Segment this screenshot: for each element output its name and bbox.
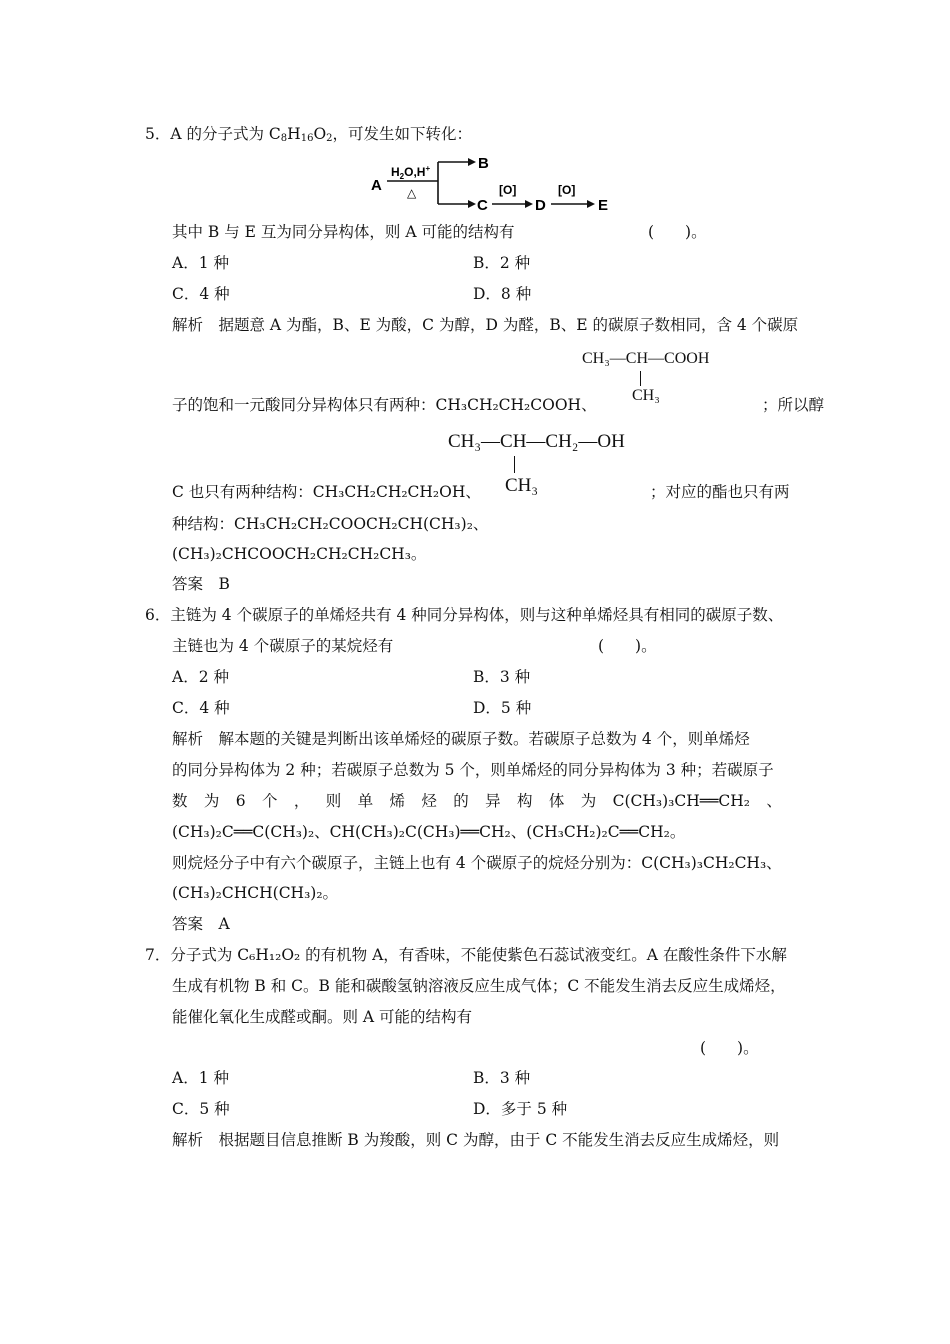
scheme-reagent: $H_2O,H^+$ bbox=[391, 164, 431, 181]
q5-option-d: D．8 种 bbox=[473, 285, 532, 303]
q5-reaction-scheme bbox=[365, 152, 625, 212]
q7-option-a: A．1 种 bbox=[172, 1069, 229, 1087]
scheme-A: A bbox=[371, 177, 382, 194]
scheme-D: D bbox=[535, 197, 546, 212]
q5-structure-1-top: CH₃—CH—COOH bbox=[582, 350, 710, 367]
q7-option-d: D．多于 5 种 bbox=[473, 1100, 568, 1118]
q6-option-a: A．2 种 bbox=[172, 668, 229, 686]
q6-option-d: D．5 种 bbox=[473, 699, 532, 717]
q5-stem: 5．A 的分子式为 $C_8H_{16}O_2$，可发生如下转化： bbox=[145, 125, 473, 144]
q7-blank: ( )。 bbox=[700, 1039, 759, 1057]
q6-analysis-line5: 则烷烃分子中有六个碳原子，主链上也有 4 个碳原子的烷烃分别为：C(CH₃)₃CH₂CH₃、 bbox=[172, 854, 782, 872]
q7-analysis-line1: 解析 根据题目信息推断 B 为羧酸，则 C 为醇，由于 C 不能发生消去反应生成烯烃，则 bbox=[172, 1131, 780, 1149]
q5-structure-1-bond bbox=[640, 371, 641, 386]
q5-option-a: A．1 种 bbox=[172, 254, 229, 272]
scheme-ox2: [O] bbox=[558, 183, 576, 197]
q6-answer: 答案 A bbox=[172, 915, 230, 933]
q5-number: 5． bbox=[145, 125, 171, 143]
scheme-C: C bbox=[477, 197, 488, 212]
q6-stem-line2: 主链也为 4 个碳原子的某烷烃有 bbox=[172, 637, 394, 655]
q5-analysis-line3-end: ；对应的酯也只有两 bbox=[650, 483, 790, 501]
q7-option-c: C．5 种 bbox=[172, 1100, 230, 1118]
q6-number: 6． bbox=[145, 606, 171, 624]
heat-symbol: △ bbox=[407, 186, 417, 200]
q5-analysis-line2-end: ；所以醇 bbox=[762, 396, 825, 414]
q6-analysis-line2: 的同分异构体为 2 种；若碳原子总数为 5 个，则单烯烃的同分异构体为 3 种；若碳原子 bbox=[172, 761, 774, 779]
q5-structure-2-bottom: CH₃ bbox=[505, 475, 539, 496]
q7-number: 7． bbox=[145, 946, 171, 964]
q5-option-b: B．2 种 bbox=[473, 254, 531, 272]
q5-analysis-line2: 子的饱和一元酸同分异构体只有两种：CH₃CH₂CH₂COOH、 bbox=[172, 396, 597, 414]
q5-blank: ( )。 bbox=[648, 223, 707, 241]
q7-option-b: B．3 种 bbox=[473, 1069, 531, 1087]
q6-analysis-line4: (CH₃)₂C══C(CH₃)₂、CH(CH₃)₂C(CH₃)══CH₂、(CH₃CH₂)₂C══CH₂。 bbox=[172, 823, 686, 841]
q6-option-b: B．3 种 bbox=[473, 668, 531, 686]
scheme-E: E bbox=[598, 197, 609, 212]
q5-analysis-line4: 种结构：CH₃CH₂CH₂COOCH₂CH(CH₃)₂、 bbox=[172, 515, 489, 533]
q6-analysis-line3: 数 为 6 个 ， 则 单 烯 烃 的 异 构 体 为 C(CH₃)₃CH══CH₂ 、 bbox=[172, 792, 782, 810]
q6-blank: ( )。 bbox=[598, 637, 657, 655]
q5-structure-1-bottom: CH₃ bbox=[632, 387, 660, 404]
q6-stem-line1: 6．主链为 4 个碳原子的单烯烃共有 4 种同分异构体，则与这种单烯烃具有相同的碳原子数、 bbox=[145, 606, 784, 624]
q6-option-c: C．4 种 bbox=[172, 699, 230, 717]
q5-prompt: 其中 B 与 E 互为同分异构体，则 A 可能的结构有 bbox=[172, 223, 515, 241]
q6-analysis-line1: 解析 解本题的关键是判断出该单烯烃的碳原子数。若碳原子总数为 4 个，则单烯烃 bbox=[172, 730, 750, 748]
q6-analysis-line6: (CH₃)₂CHCH(CH₃)₂。 bbox=[172, 884, 339, 902]
scheme-B: B bbox=[478, 155, 489, 172]
q5-analysis-line3: C 也只有两种结构：CH₃CH₂CH₂CH₂OH、 bbox=[172, 483, 481, 501]
q7-stem-line2: 生成有机物 B 和 C。B 能和碳酸氢钠溶液反应生成气体；C 不能发生消去反应生成烯烃， bbox=[172, 977, 786, 995]
q5-structure-2-top: CH₃—CH—CH₂—OH bbox=[448, 431, 625, 452]
q5-structure-2-bond bbox=[514, 456, 515, 473]
q5-answer: 答案 B bbox=[172, 575, 230, 593]
q5-option-c: C．4 种 bbox=[172, 285, 230, 303]
scheme-ox1: [O] bbox=[499, 183, 517, 197]
q7-stem-line1: 7．分子式为 C₆H₁₂O₂ 的有机物 A，有香味，不能使紫色石蕊试液变红。A 在酸性条件下水解 bbox=[145, 946, 787, 964]
q7-stem-line3: 能催化氧化生成醛或酮。则 A 可能的结构有 bbox=[172, 1008, 473, 1026]
q5-analysis-line5: (CH₃)₂CHCOOCH₂CH₂CH₂CH₃。 bbox=[172, 545, 427, 563]
q5-analysis-line1: 解析 据题意 A 为酯，B、E 为酸，C 为醇，D 为醛，B、E 的碳原子数相同，含 4 个碳原 bbox=[172, 316, 799, 334]
